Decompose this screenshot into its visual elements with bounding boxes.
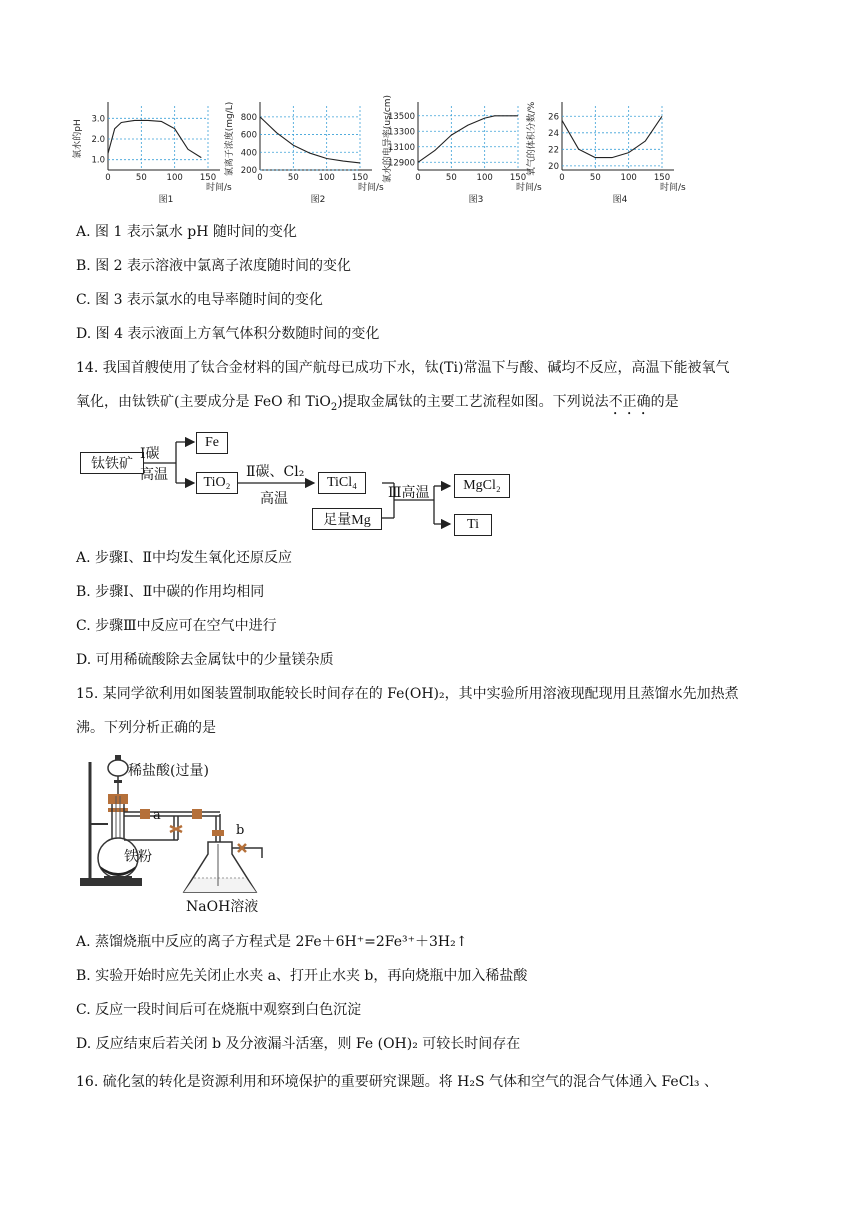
figure-caption: 图2 — [310, 195, 326, 205]
step3-label: Ⅲ高温 — [388, 485, 430, 501]
x-tick-label: 50 — [445, 173, 457, 183]
q16-stem-line1: 16. 硫化氢的转化是资源利用和环境保护的重要研究课题。将 H₂S 气体和空气的混合气体通入 FeCl₃ 、 — [76, 1074, 718, 1090]
chart-fig1 — [71, 102, 232, 205]
figure-caption: 图3 — [468, 195, 484, 205]
q15-stem-line1: 15. 某同学欲利用如图装置制取能较长时间存在的 Fe(OH)₂，其中实验所用溶液现配现用且蒸馏水先加热煮 — [76, 686, 739, 702]
x-tick-label: 0 — [105, 173, 111, 183]
q13-option-b: B. 图 2 表示溶液中氯离子浓度随时间的变化 — [76, 258, 351, 274]
q15-option-b: B. 实验开始时应先关闭止水夹 a、打开止水夹 b，再向烧瓶中加入稀盐酸 — [76, 968, 528, 984]
chart-fig3 — [381, 95, 542, 205]
q14-option-a: A. 步骤Ⅰ、Ⅱ中均发生氧化还原反应 — [76, 550, 293, 566]
step1-top-label: Ⅰ碳 — [140, 446, 160, 462]
x-tick-label: 0 — [559, 173, 565, 183]
label-dilute-hcl: 稀盐酸(过量) — [128, 763, 209, 779]
q15-option-d: D. 反应结束后若关闭 b 及分液漏斗活塞，则 Fe (OH)₂ 可较长时间存在 — [76, 1036, 521, 1052]
label-clamp-a: a — [153, 808, 161, 823]
box-ilmenite: 钛铁矿 — [80, 452, 144, 474]
figure-caption: 图1 — [158, 195, 174, 205]
y-tick-label: 13300 — [387, 127, 415, 138]
q15-stem-line2: 沸。下列分析正确的是 — [76, 720, 216, 736]
step2-top-label: Ⅱ碳、Cl₂ — [246, 464, 305, 480]
x-tick-label: 100 — [166, 173, 183, 183]
box-mg: 足量Mg — [312, 508, 382, 530]
emphasis-not-correct: 不正确 — [608, 394, 651, 410]
x-tick-label: 100 — [318, 173, 335, 183]
q14-option-b: B. 步骤Ⅰ、Ⅱ中碳的作用均相同 — [76, 584, 265, 600]
y-tick-label: 12900 — [387, 158, 415, 169]
x-tick-label: 50 — [589, 173, 601, 183]
x-tick-label: 0 — [257, 173, 263, 183]
y-tick-label: 3.0 — [91, 114, 105, 125]
x-axis-label: 时间/s — [660, 183, 686, 193]
y-axis-label: 氧气的体积分数/% — [527, 101, 537, 177]
x-tick-label: 100 — [620, 173, 637, 183]
label-clamp-b: b — [236, 823, 245, 838]
x-tick-label: 50 — [135, 173, 147, 183]
chart-fig2 — [223, 102, 384, 205]
q15-option-a: A. 蒸馏烧瓶中反应的离子方程式是 2Fe＋6H⁺=2Fe³⁺＋3H₂↑ — [76, 934, 468, 950]
y-tick-label: 1.0 — [91, 155, 105, 166]
chart-figures — [70, 90, 690, 210]
y-tick-label: 600 — [240, 130, 257, 141]
x-tick-label: 150 — [653, 173, 671, 183]
y-tick-label: 13100 — [387, 142, 415, 153]
figure-caption: 图4 — [612, 195, 628, 205]
step1-bottom-label: 高温 — [140, 467, 168, 483]
x-axis-label: 时间/s — [358, 183, 384, 193]
x-tick-label: 0 — [415, 173, 421, 183]
box-mgcl2: MgCl₂ — [454, 474, 510, 498]
y-tick-label: 20 — [548, 161, 559, 172]
q14-stem-line1: 14. 我国首艘使用了钛合金材料的国产航母已成功下水，钛(Ti)常温下与酸、碱均不反应，高温下能被氧气 — [76, 360, 730, 376]
y-tick-label: 800 — [240, 112, 257, 123]
q13-option-a: A. 图 1 表示氯水 pH 随时间的变化 — [76, 224, 297, 240]
series-line — [562, 116, 662, 157]
x-axis-label: 时间/s — [206, 183, 232, 193]
x-tick-label: 100 — [476, 173, 493, 183]
q13-option-c: C. 图 3 表示氯水的电导率随时间的变化 — [76, 292, 323, 308]
series-line — [260, 117, 360, 163]
box-ti: Ti — [454, 514, 492, 536]
label-iron-powder: 铁粉 — [124, 849, 152, 865]
series-line — [418, 116, 518, 163]
y-axis-label: 氯离子浓度(mg/L) — [225, 101, 235, 177]
y-axis-label: 氯水的pH — [73, 119, 83, 159]
y-tick-label: 22 — [548, 145, 559, 156]
y-tick-label: 400 — [240, 148, 257, 159]
x-tick-label: 150 — [509, 173, 527, 183]
label-naoh-solution: NaOH溶液 — [186, 899, 259, 915]
y-tick-label: 200 — [240, 166, 257, 176]
x-axis-label: 时间/s — [516, 183, 542, 193]
y-tick-label: 2.0 — [91, 135, 105, 145]
q13-option-d: D. 图 4 表示液面上方氧气体积分数随时间的变化 — [76, 326, 380, 342]
y-tick-label: 26 — [548, 112, 559, 123]
chart-fig4 — [525, 101, 686, 205]
step2-bottom-label: 高温 — [260, 491, 288, 507]
box-tio2: TiO₂ — [196, 472, 238, 494]
y-tick-label: 13500 — [387, 111, 415, 122]
q14-stem-line2: 氧化，由钛铁矿(主要成分是 FeO 和 TiO$_2$)提取金属钛的主要工艺流程如图。下列说法不正确的是 — [76, 394, 679, 413]
q15-option-c: C. 反应一段时间后可在烧瓶中观察到白色沉淀 — [76, 1002, 362, 1018]
y-tick-label: 24 — [548, 128, 559, 139]
x-tick-label: 150 — [351, 173, 369, 183]
x-tick-label: 50 — [287, 173, 299, 183]
q14-option-d: D. 可用稀硫酸除去金属钛中的少量镁杂质 — [76, 652, 334, 668]
q14-option-c: C. 步骤Ⅲ中反应可在空气中进行 — [76, 618, 277, 634]
box-fe: Fe — [196, 432, 228, 454]
y-axis-label: 氯水的电导率(us/cm) — [383, 94, 393, 184]
box-ticl4: TiCl₄ — [318, 472, 366, 494]
x-tick-label: 150 — [199, 173, 217, 183]
